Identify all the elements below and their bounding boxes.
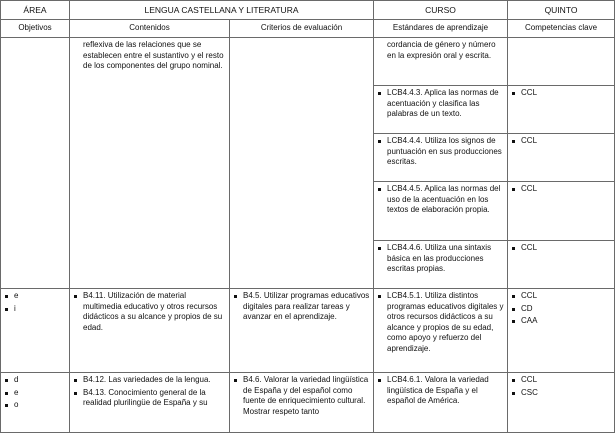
competencias-cell: [508, 38, 615, 86]
table-row: [1, 38, 615, 86]
criterios-cell: [230, 38, 374, 289]
estandar-item: LCB4.5.1. Utiliza distintos programas educativos digitales y otros recursos didácticos a su alcance y propios de su edad, como apoyo y refuerzo del aprendizaje.: [377, 291, 504, 354]
objetivo-item: e: [4, 291, 66, 302]
objetivo-item: i: [4, 304, 66, 315]
competencias-header: Competencias clave: [508, 20, 615, 38]
contenido-item: B4.12. Las variedades de la lengua.: [73, 375, 226, 386]
estandar-cell: [374, 241, 508, 289]
area-header: ÁREA: [1, 1, 70, 20]
competencia-item: CCL: [511, 291, 611, 302]
criterios-cell: [230, 289, 374, 373]
competencia-item: CD: [511, 304, 611, 315]
estandar-item: LCB4.4.3. Aplica las normas de acentuación y clasifica las palabras de un texto.: [377, 88, 504, 120]
contenidos-cell: [70, 289, 230, 373]
objetivos-cell: [1, 38, 70, 289]
contenidos-text: reflexiva de las relaciones que se establecen entre el sustantivo y el resto de los componentes del grupo nominal.: [83, 40, 224, 70]
estandar-cell: [374, 38, 508, 86]
contenido-item: B4.11. Utilización de material multimedia educativo y otros recursos didácticos a su alcance y propios de su edad.: [73, 291, 226, 333]
column-header-row: [1, 20, 615, 38]
competencia-item: CCL: [511, 375, 611, 386]
estandares-header: Estándares de aprendizaje: [374, 20, 508, 38]
objetivos-header: Objetivos: [1, 20, 70, 38]
competencia-item: CCL: [511, 88, 611, 99]
competencia-item: CSC: [511, 388, 611, 399]
header-row: [1, 1, 615, 20]
course-label-header: CURSO: [374, 1, 508, 20]
competencias-cell: [508, 134, 615, 182]
competencias-cell: [508, 86, 615, 134]
criterio-item: B4.5. Utilizar programas educativos digitales para realizar tareas y avanzar en el aprendizaje.: [233, 291, 370, 323]
estandar-cell: [374, 134, 508, 182]
table-row: [1, 289, 615, 373]
contenidos-cell: [70, 38, 230, 289]
competencias-cell: [508, 373, 615, 433]
contenidos-cell: [70, 373, 230, 433]
estandar-item: LCB4.4.5. Aplica las normas del uso de la acentuación en los textos de elaboración propia.: [377, 184, 504, 216]
objetivos-cell: [1, 289, 70, 373]
estandar-item: LCB4.4.4. Utiliza los signos de puntuación en sus producciones escritas.: [377, 136, 504, 168]
contenidos-header: Contenidos: [70, 20, 230, 38]
estandar-text: cordancia de género y número en la expresión oral y escrita.: [387, 40, 496, 60]
estandar-cell: [374, 182, 508, 241]
contenido-item: B4.13. Conocimiento general de la realidad plurilingüe de España y su: [73, 388, 226, 409]
criterio-item: B4.6. Valorar la variedad lingüística de España y del español como fuente de enriquecimiento cultural. Mostrar respeto tanto: [233, 375, 370, 417]
competencia-item: CCL: [511, 243, 611, 254]
objetivo-item: e: [4, 388, 66, 399]
criterios-header: Criterios de evaluación: [230, 20, 374, 38]
objetivos-cell: [1, 373, 70, 433]
competencia-item: CAA: [511, 316, 611, 327]
table-row: [1, 373, 615, 433]
objetivo-item: d: [4, 375, 66, 386]
criterios-cell: [230, 373, 374, 433]
course-value-header: QUINTO: [508, 1, 615, 20]
estandar-item: LCB4.6.1. Valora la variedad lingüística de España y el español de América.: [377, 375, 504, 407]
estandar-item: LCB4.4.6. Utiliza una sintaxis básica en las producciones escritas propias.: [377, 243, 504, 275]
subject-header: LENGUA CASTELLANA Y LITERATURA: [70, 1, 374, 20]
competencias-cell: [508, 182, 615, 241]
competencias-cell: [508, 289, 615, 373]
estandar-cell: [374, 289, 508, 373]
estandar-cell: [374, 86, 508, 134]
competencia-item: CCL: [511, 136, 611, 147]
competencias-cell: [508, 241, 615, 289]
competencia-item: CCL: [511, 184, 611, 195]
estandar-cell: [374, 373, 508, 433]
objetivo-item: o: [4, 400, 66, 411]
